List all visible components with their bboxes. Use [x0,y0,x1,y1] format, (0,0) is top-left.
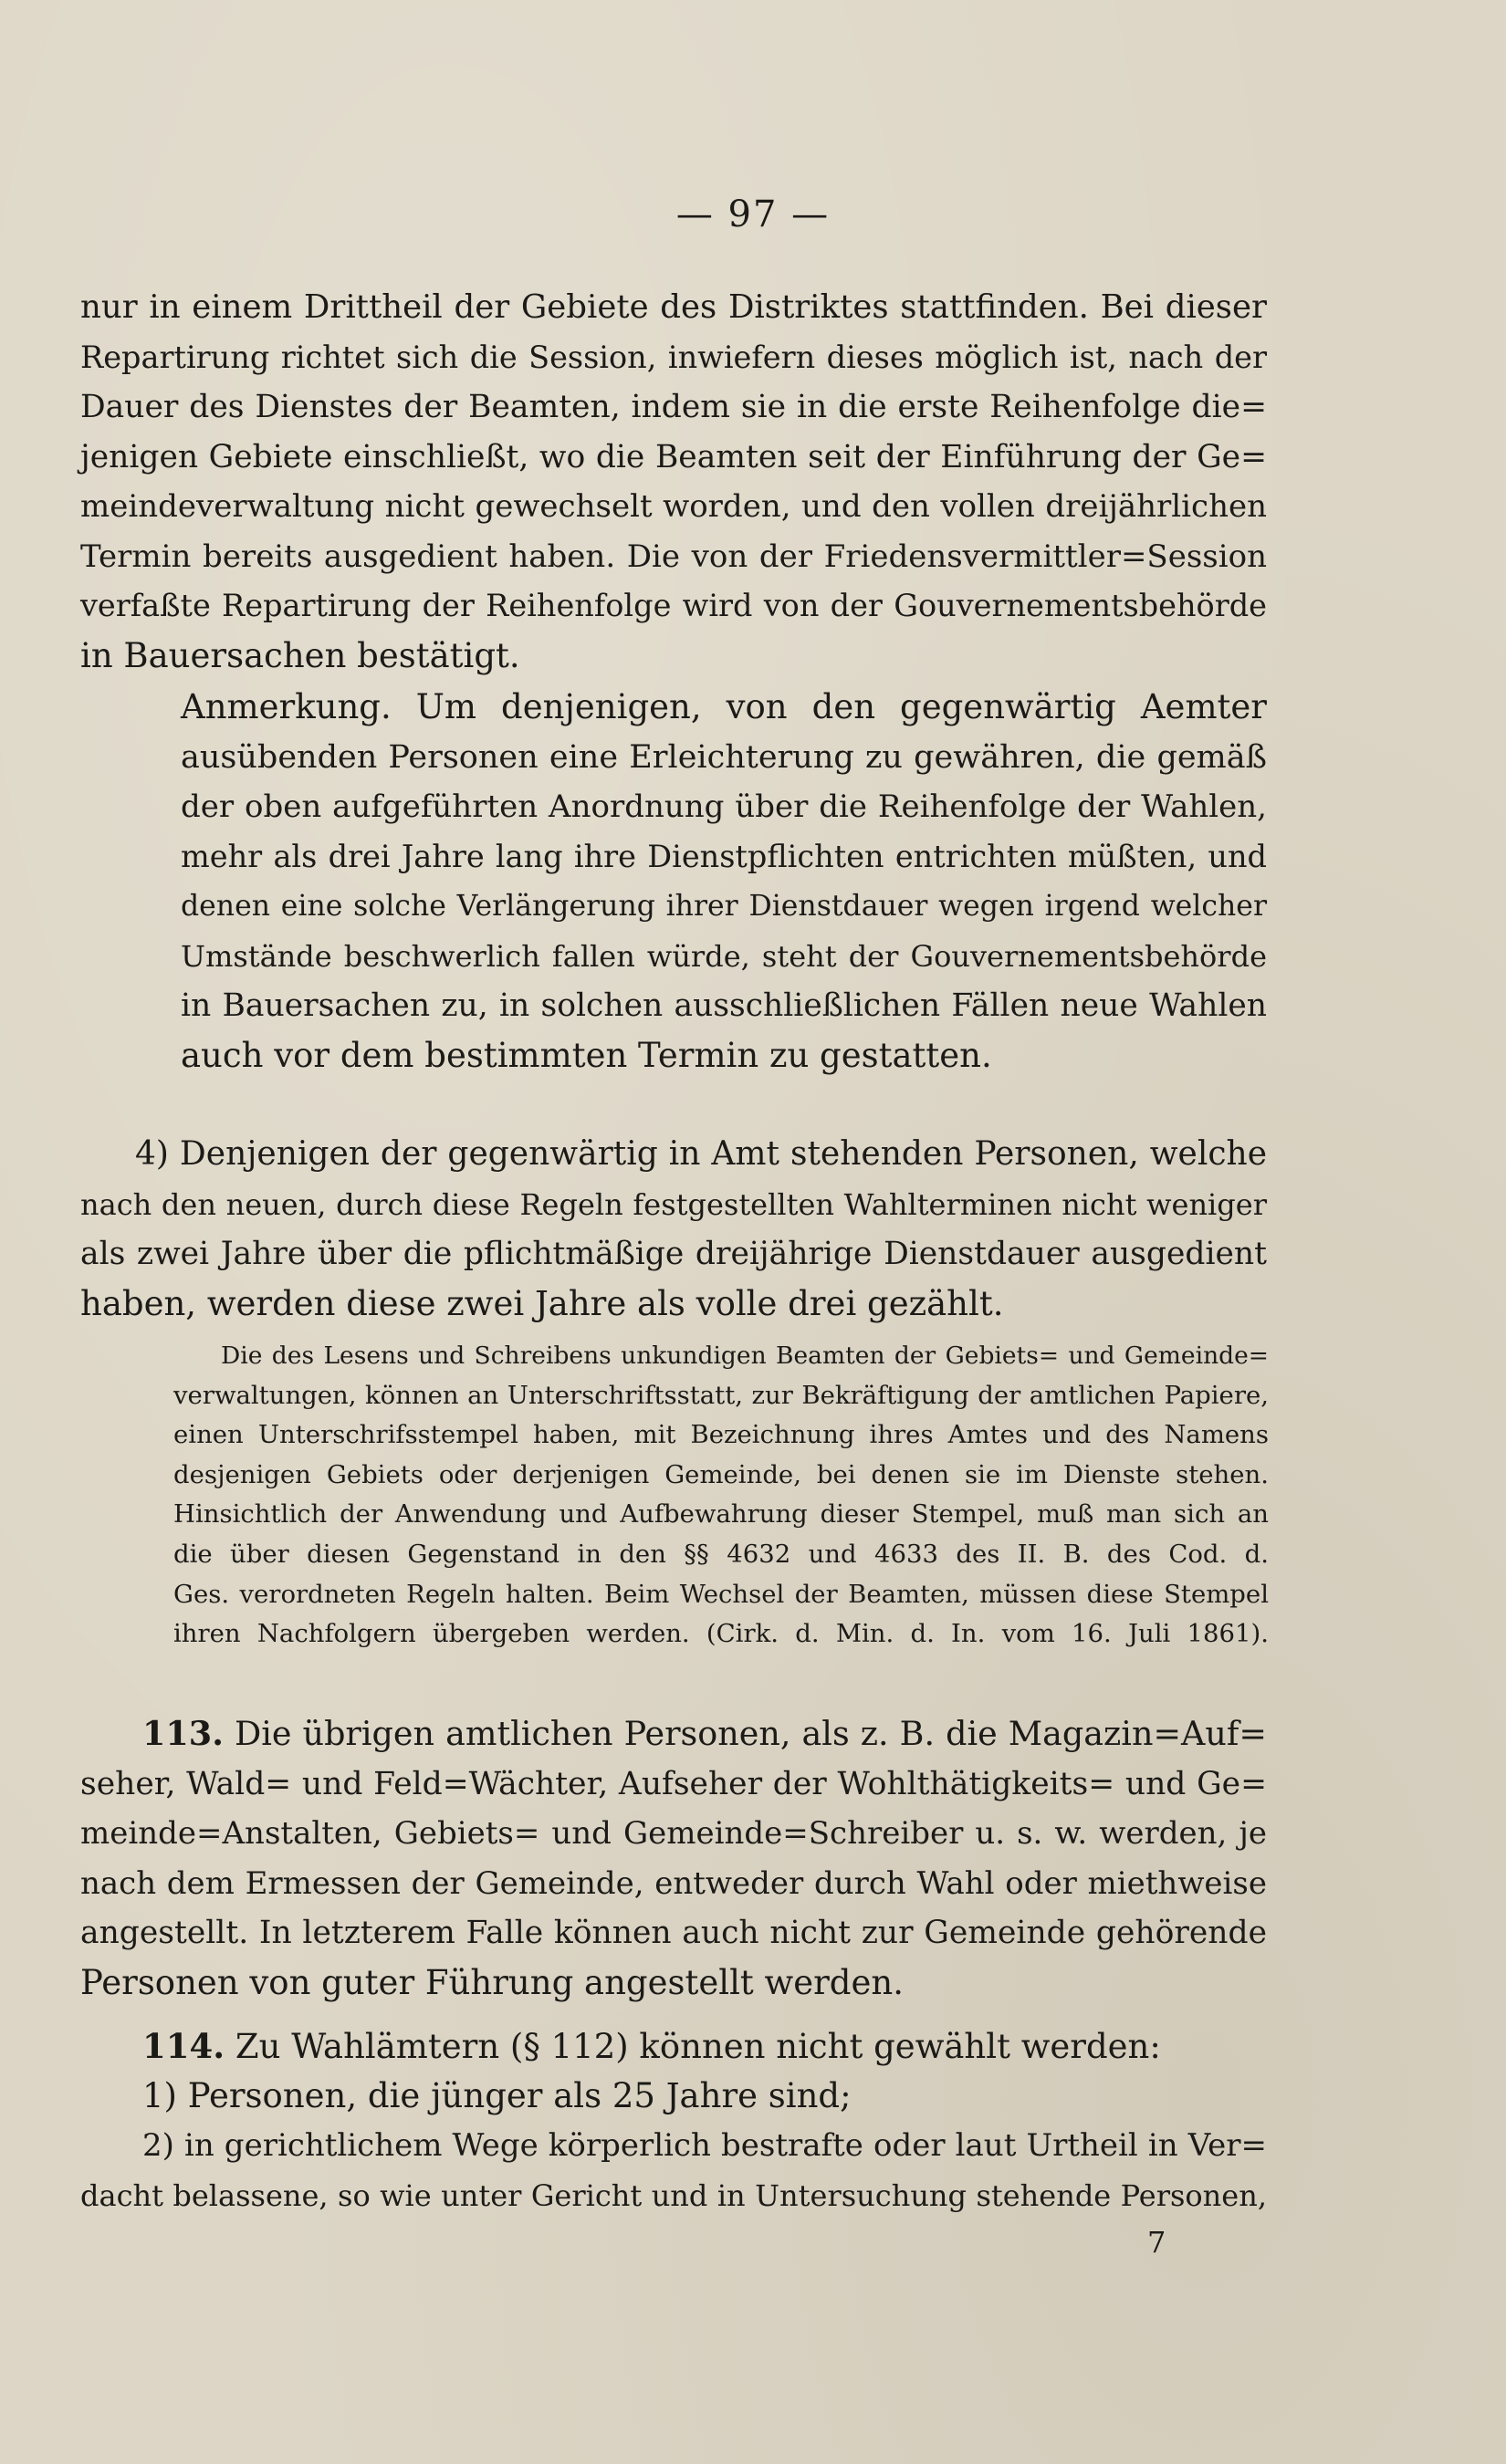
anmerkung-block [181,683,1267,1081]
text-line: angestellt. In letzterem Falle können auch nicht zur Gemeinde gehörende [80,1915,1267,1951]
section-number: 113. [142,1714,224,1753]
text-line: seher, Wald= und Feld=Wächter, Aufseher der Wohlthätigkeits= und Ge= [80,1765,1267,1802]
text-line: nach dem Ermessen der Gemeinde, entweder durch Wahl oder miethweise [80,1864,1267,1902]
text-line: Umstände beschwerlich fallen würde, steht der Gouvernementsbehörde [181,938,1267,974]
note-line: Ges. verordneten Regeln halten. Beim Wechsel der Beamten, müssen diese Stempel [173,1579,1269,1609]
text-line: Repartirung richtet sich die Session, inwiefern dieses möglich ist, nach der [80,339,1267,375]
text-line: in Bauersachen zu, in solchen ausschließlichen Fällen neue Wahlen [181,987,1267,1024]
list-item: 2) in gerichtlichem Wege körperlich bestrafte oder laut Urtheil in Ver= [142,2127,1267,2164]
text-line: Dauer des Dienstes der Beamten, indem sie in die erste Reihenfolge die= [80,389,1267,425]
text-line: jenigen Gebiete einschließt, wo die Beamten seit der Einführung der Ge= [80,438,1267,475]
section-text: Die übrigen amtlichen Personen, als z. B. die Magazin=Auf= [234,1714,1268,1753]
note-line: desjenigen Gebiets oder derjenigen Gemeinde, bei denen sie im Dienste stehen. [173,1459,1269,1489]
section-114 [80,2021,1267,2220]
text-line: verfaßte Repartirung der Reihenfolge wird von der Gouvernementsbehörde [80,588,1267,623]
paragraph-continuation [80,283,1267,681]
note-line: verwaltungen, können an Unterschriftsstatt, zur Bekräftigung der amtlichen Papiere, [173,1380,1269,1410]
small-print-note [173,1336,1269,1655]
section-first-line [80,1709,1267,1759]
list-item: 1) Personen, die jünger als 25 Jahre sind; [142,2075,852,2115]
section-number: 114. [142,2026,225,2066]
note-line: ihren Nachfolgern übergeben werden. (Cirk. d. Min. d. In. vom 16. Juli 1861). [173,1619,1269,1649]
note-line: Die des Lesens und Schreibens unkundigen Beamten der Gebiets= und Gemeinde= [221,1342,1269,1370]
text-line: auch vor dem bestimmten Termin zu gestatten. [181,1035,992,1075]
text-line: Personen von guter Führung angestellt werden. [80,1962,904,2002]
note-line: einen Unterschrifsstempel haben, mit Bezeichnung ihres Amtes und des Namens [173,1420,1269,1450]
paragraph-4 [80,1130,1267,1329]
text-line: haben, werden diese zwei Jahre als volle drei gezählt. [80,1283,1004,1323]
text-line: nach den neuen, durch diese Regeln festgestellten Wahlterminen nicht weniger [80,1186,1267,1222]
text-line: in Bauersachen bestätigt. [80,635,520,675]
text-line: als zwei Jahre über die pflichtmäßige dreijährige Dienstdauer ausgedient [80,1236,1267,1272]
section-113 [80,1709,1267,2008]
signature-mark: 7 [1147,2225,1166,2260]
text-line: 4) Denjenigen der gegenwärtig in Amt stehenden Personen, welche [135,1135,1267,1173]
text-line: Termin bereits ausgedient haben. Die von der Friedensvermittler=Session [80,538,1267,575]
page-number-header: — 97 — [675,193,831,235]
text-line: meinde=Anstalten, Gebiets= und Gemeinde=Schreiber u. s. w. werden, je [80,1815,1267,1852]
text-line: Anmerkung. Um denjenigen, von den gegenwärtig Aemter [181,687,1267,726]
section-first-line [80,2021,1267,2072]
text-line: denen eine solche Verlängerung ihrer Dienstdauer wegen irgend welcher [181,890,1267,923]
text-line: nur in einem Drittheil der Gebiete des Distriktes stattfinden. Bei dieser [80,288,1267,326]
note-line: die über diesen Gegenstand in den §§ 4632 und 4633 des II. B. des Cod. d. [173,1539,1269,1569]
text-line: ausübenden Personen eine Erleichterung zu gewähren, die gemäß [181,738,1267,776]
text-line: meindeverwaltung nicht gewechselt worden, und den vollen dreijährlichen [80,488,1267,525]
note-line: Hinsichtlich der Anwendung und Aufbewahrung dieser Stempel, muß man sich an [173,1499,1269,1530]
section-text: Zu Wahlämtern (§ 112) können nicht gewählt werden: [235,2027,1161,2066]
text-line: der oben aufgeführten Anordnung über die Reihenfolge der Wahlen, [181,788,1267,825]
text-line: dacht belassene, so wie unter Gericht und in Untersuchung stehende Personen, [80,2177,1267,2213]
text-line: mehr als drei Jahre lang ihre Dienstpflichten entrichten müßten, und [181,838,1267,874]
